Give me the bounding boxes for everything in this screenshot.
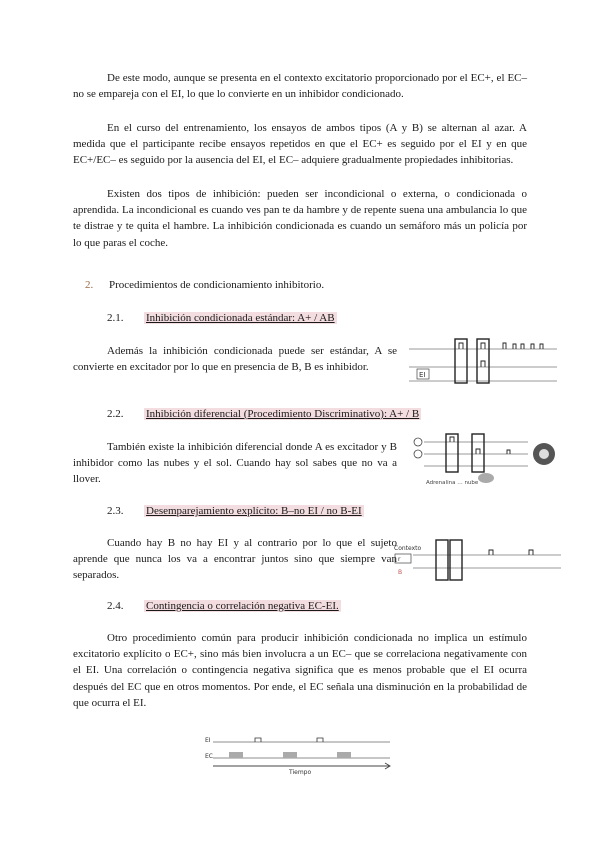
paragraph-1: De este modo, aunque se presenta en el contexto excitatorio proporcionado por el EC+, el EC– no se empareja con el EI, lo que lo convierte en un inhibidor condicionado. <box>73 72 527 101</box>
figure-negative-contingency <box>205 732 397 776</box>
paragraph-2: En el curso del entrenamiento, los ensayos de ambos tipos (A y B) se alternan al azar. A medida que el participante recibe ensayos repetidos en que el EC+ es seguido por el EI y en que EC+/EC– es seguido por la ausencia del EI, el EC– adquiere gradualmente propiedades inhibitorias. <box>73 122 527 167</box>
subsection-heading-2-4 <box>107 600 341 612</box>
figure-label-r: r <box>398 556 401 563</box>
subsection-heading-2-2 <box>107 408 421 420</box>
section-number: 2. <box>85 279 94 291</box>
section-title: Procedimientos de condicionamiento inhibitorio. <box>109 279 325 291</box>
paragraph-3: Existen dos tipos de inhibición: pueden ser incondicional o externa, o condicionada o aprendida. La incondicional es cuando ves pan te da hambre y de repente suena una ambulancia lo que te distrae y te quita el hambre. La inhibición condicionada es cuando un semáforo más un policía por lo que paras el coche. <box>73 188 527 249</box>
subsection-title: Desemparejamiento explícito: B–no EI / no B-EI <box>146 505 362 517</box>
paragraph-final: Otro procedimiento común para producir inhibición condicionada no implica un estímulo excitatorio explícito o EC+, sino más bien involucra a un EC– que se correlaciona negativamente con el EI. Una correlación o contingencia negativa significa que es menos probable que el EI ocurra después del EC que en otros momentos. Por ende, el EC señala una disminución en la probabilidad de que ocurra el EI. <box>73 632 527 709</box>
subsection-number: 2.4. <box>107 600 124 612</box>
subsection-number: 2.3. <box>107 505 124 517</box>
subsection-text-2-1: Además la inhibición condicionada puede ser estándar, A se convierte en excitador por lo que en presencia de B, B es inhibidor. <box>73 345 397 374</box>
figure-standard-inhibition <box>407 333 560 385</box>
subsection-title: Inhibición condicionada estándar: A+ / AB <box>146 312 335 324</box>
figure-label-b: B <box>398 569 403 576</box>
section-heading <box>85 279 324 291</box>
subsection-title: Contingencia o correlación negativa EC-EI. <box>146 600 339 612</box>
subsection-text-2-3: Cuando hay B no hay EI y al contrario por lo que el sujeto aprende que nunca los va a encontrar juntos sino que siempre van separados. <box>73 537 397 582</box>
figure-label-ec: EC <box>205 753 213 760</box>
subsection-heading-2-3 <box>107 505 364 517</box>
figure-label-ei: EI <box>205 737 211 744</box>
subsection-text-2-2: También existe la inhibición diferencial donde A es excitador y B inhibidor como las nubes y el sol. Cuando hay sol sabes que no va a llover. <box>73 441 397 486</box>
figure-differential-inhibition <box>410 430 562 488</box>
subsection-title: Inhibición diferencial (Procedimiento Discriminativo): A+ / B <box>146 408 420 420</box>
figure-caption: Adrenalina … nube <box>426 480 479 486</box>
figure-label-ei: EI <box>419 371 426 379</box>
subsection-number: 2.1. <box>107 312 124 324</box>
figure-label-context: Contexto <box>394 545 422 552</box>
figure-explicit-unpairing <box>393 538 563 582</box>
figure-axis-label: Tiempo <box>289 769 312 776</box>
subsection-heading-2-1 <box>107 312 337 324</box>
subsection-number: 2.2. <box>107 408 124 420</box>
